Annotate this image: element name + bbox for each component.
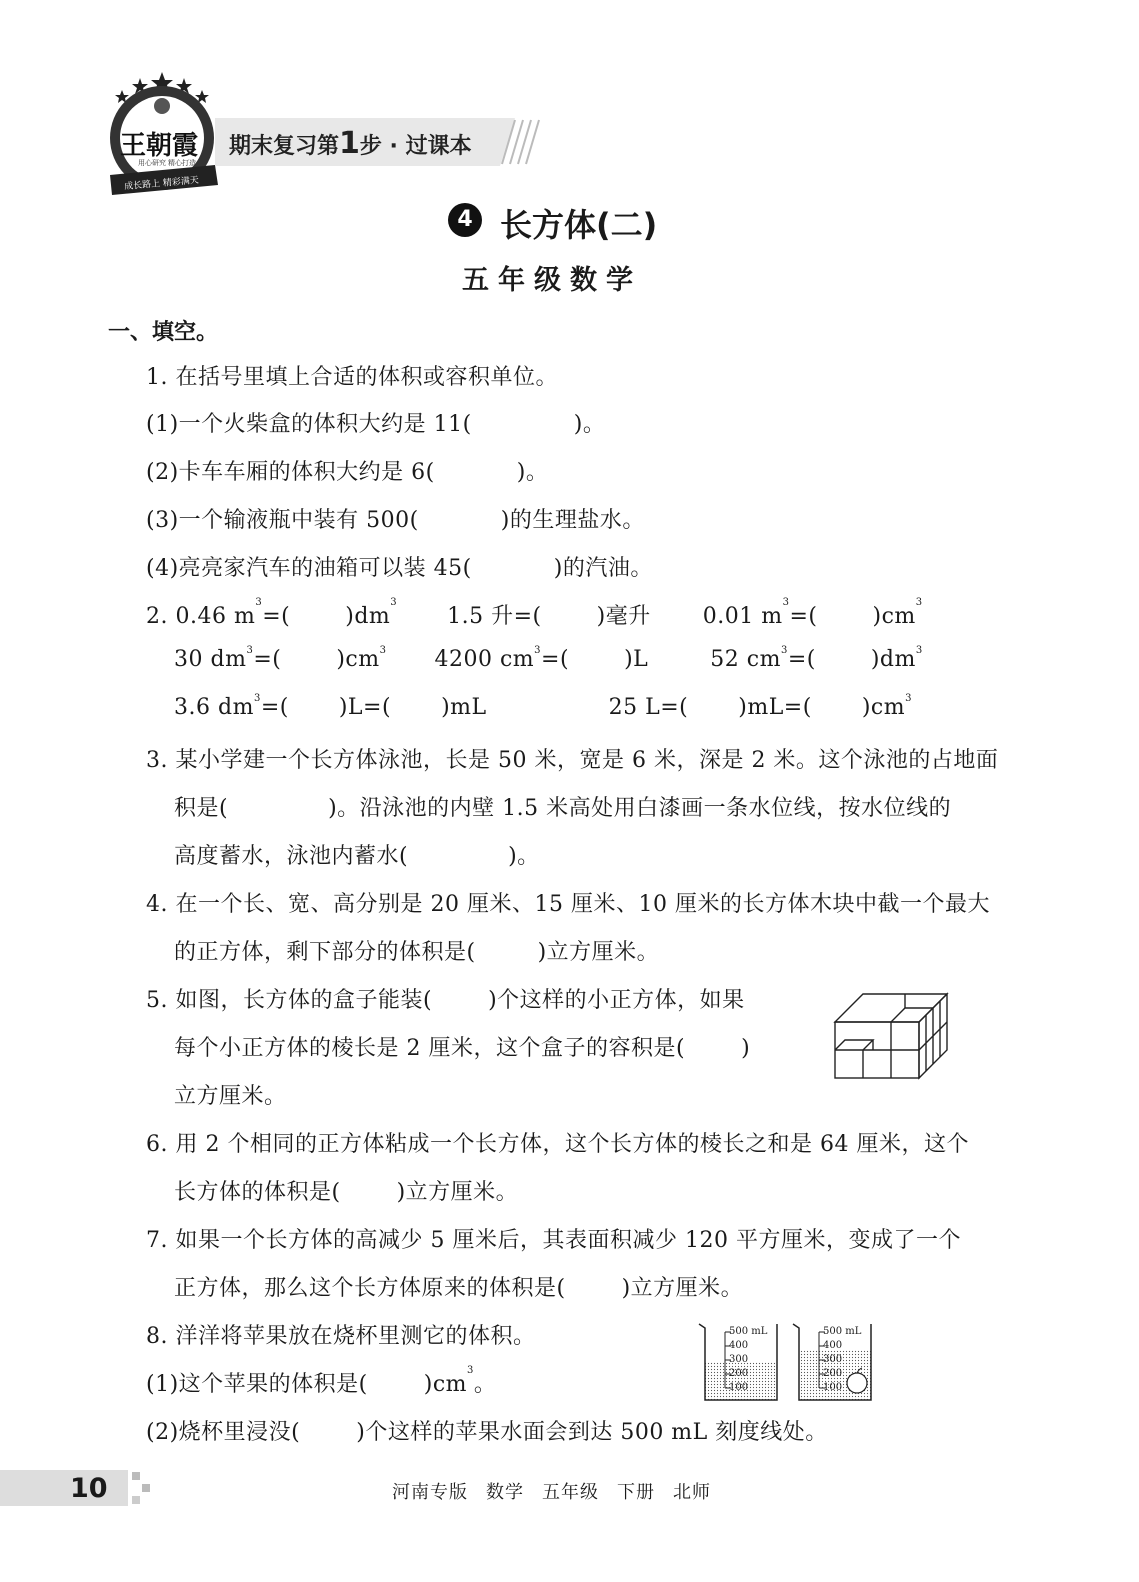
footer-squares	[128, 1470, 152, 1506]
q8-stem: 8. 洋洋将苹果放在烧杯里测它的体积。	[146, 1324, 536, 1349]
q3-line-2: 积是( )。沿泳池的内壁 1.5 米高处用白漆画一条水位线，按水位线的	[174, 796, 952, 821]
banner-pre: 期末复习第	[229, 134, 340, 159]
logo-slogan-2: 精心打造	[168, 159, 196, 167]
page-subtitle: 五年级数学	[462, 265, 642, 296]
page-title: 长方体(二)	[500, 206, 658, 244]
q3-line-3: 高度蓄水，泳池内蓄水( )。	[174, 844, 540, 869]
title-number: 4	[457, 207, 473, 232]
q1-part-1: (1)一个火柴盒的体积大约是 11( )。	[146, 412, 606, 437]
q5-line-1: 5. 如图，长方体的盒子能装( )个这样的小正方体，如果	[146, 988, 745, 1013]
q4-line-1: 4. 在一个长、宽、高分别是 20 厘米、15 厘米、10 厘米的长方体木块中截一个最大	[146, 892, 990, 917]
q7-line-1: 7. 如果一个长方体的高减少 5 厘米后，其表面积减少 120 平方厘米，变成了一个	[146, 1228, 961, 1253]
q1-part-4: (4)亮亮家汽车的油箱可以装 45( )的汽油。	[146, 556, 653, 581]
q8-part-1: (1)这个苹果的体积是( )$cm^3$。	[146, 1365, 497, 1397]
logo-ribbon: 成长路上 精彩满天	[123, 175, 200, 193]
q2-row-3: 3.6 $dm^3=$( )L=( )mL 25 L=( )mL=( )$cm^3$	[174, 693, 912, 720]
footer-page-tab	[0, 1470, 128, 1506]
q4-line-2: 的正方体，剩下部分的体积是( )立方厘米。	[174, 940, 660, 965]
q6-line-1: 6. 用 2 个相同的正方体粘成一个长方体，这个长方体的棱长之和是 64 厘米，这个	[146, 1132, 969, 1157]
beaker-2-scale: 500 mL 400 300 200 100	[823, 1326, 862, 1393]
beaker-1-scale: 500 mL 400 300 200 100	[729, 1326, 768, 1393]
page-number: 10	[70, 1473, 108, 1504]
logo-name: 王朝霞	[120, 131, 199, 161]
q8-part-2: (2)烧杯里浸没( )个这样的苹果水面会到达 500 mL 刻度线处。	[146, 1420, 828, 1445]
beaker-figure	[695, 1320, 880, 1405]
footer-info: 河南专版 数学 五年级 下册 北师	[392, 1482, 711, 1503]
q7-line-2: 正方体，那么这个长方体原来的体积是( )立方厘米。	[174, 1276, 744, 1301]
brand-logo	[100, 70, 225, 205]
q5-line-2: 每个小正方体的棱长是 2 厘米，这个盒子的容积是( )	[174, 1036, 751, 1061]
q5-line-3: 立方厘米。	[174, 1084, 287, 1109]
q3-line-1: 3. 某小学建一个长方体泳池，长是 50 米，宽是 6 米，深是 2 米。这个泳池的占地面	[146, 748, 999, 773]
header-banner	[215, 118, 545, 166]
title-circle-badge	[448, 203, 482, 237]
q1-part-3: (3)一个输液瓶中装有 500( )的生理盐水。	[146, 508, 645, 533]
banner-step-number: 1	[339, 126, 360, 161]
section-heading: 一、填空。	[108, 320, 219, 345]
q6-line-2: 长方体的体积是( )立方厘米。	[174, 1180, 519, 1205]
q2-row-2: 30 $dm^3=$( )$cm^3$ 4200 $cm^3=$( )L 52 $cm^3=$( )$dm^3$	[174, 645, 923, 672]
q1-stem: 1. 在括号里填上合适的体积或容积单位。	[146, 365, 558, 390]
box-with-cubes-figure	[833, 990, 953, 1082]
logo-slogan-1: 用心研究	[138, 159, 166, 167]
q2-row-1: 2. 0.46 $m^3=$( )$dm^31.5$ 升=( )毫升 0.01 $m^3=$( )$cm^3$	[146, 597, 923, 629]
q1-part-2: (2)卡车车厢的体积大约是 6( )。	[146, 460, 549, 485]
banner-post: 步 · 过课本	[359, 134, 472, 159]
